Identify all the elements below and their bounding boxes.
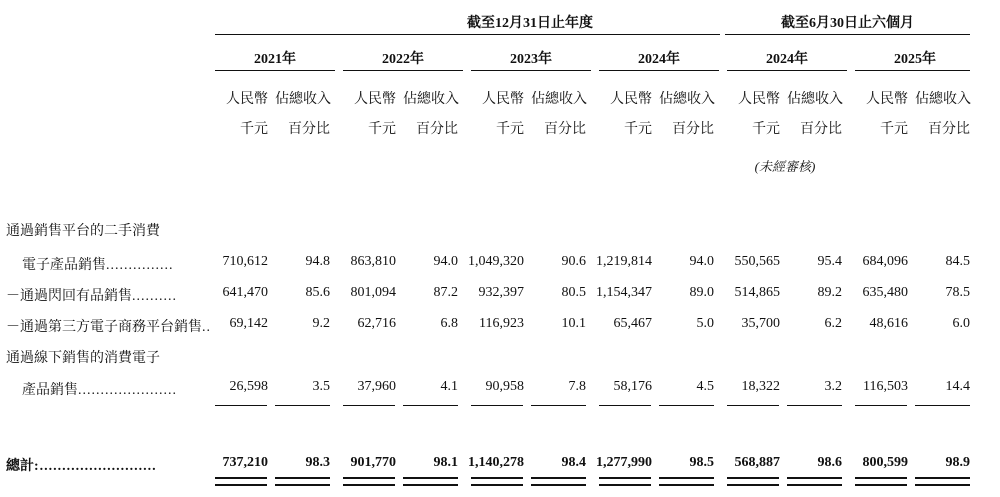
double-underline-top: [855, 477, 907, 479]
cell-percent: 6.0: [952, 316, 970, 331]
double-underline-bottom: [343, 484, 395, 486]
subtotal-rule: [343, 405, 395, 406]
double-underline-bottom: [727, 484, 779, 486]
total-rmb: 800,599: [862, 455, 908, 470]
cell-rmb: 710,612: [222, 254, 268, 269]
col-header-pct-unit: 百分比: [288, 122, 330, 137]
double-underline-top: [915, 477, 970, 479]
double-underline-bottom: [215, 484, 267, 486]
cell-percent: 7.8: [568, 379, 586, 394]
subtotal-rule: [275, 405, 330, 406]
col-header-rmb-unit: 千元: [368, 122, 396, 137]
double-underline-top: [471, 477, 523, 479]
subtotal-rule: [599, 405, 651, 406]
double-underline-bottom: [471, 484, 523, 486]
col-header-pct-unit: 百分比: [544, 122, 586, 137]
col-header-pct: 佔總收入: [531, 92, 587, 107]
cell-percent: 95.4: [817, 254, 842, 269]
double-underline-top: [787, 477, 842, 479]
cell-percent: 14.4: [945, 379, 970, 394]
cell-rmb: 37,960: [357, 379, 396, 394]
row1-label-line2: 電子產品銷售...............: [22, 258, 174, 273]
subtotal-rule: [659, 405, 714, 406]
cell-percent: 89.2: [817, 285, 842, 300]
cell-percent: 87.2: [433, 285, 458, 300]
year-header-2021: 2021年: [254, 52, 296, 67]
subtotal-rule: [787, 405, 842, 406]
col-header-rmb: 人民幣: [226, 92, 268, 107]
col-header-rmb: 人民幣: [738, 92, 780, 107]
cell-rmb: 58,176: [613, 379, 652, 394]
cell-rmb: 35,700: [741, 316, 780, 331]
cell-percent: 84.5: [945, 254, 970, 269]
col-header-rmb: 人民幣: [866, 92, 908, 107]
cell-rmb: 69,142: [229, 316, 268, 331]
cell-percent: 80.5: [561, 285, 586, 300]
fy-group-title: 截至12月31日止年度: [467, 16, 593, 31]
col-header-pct: 佔總收入: [275, 92, 331, 107]
col-header-rmb-unit: 千元: [624, 122, 652, 137]
year-rule: [343, 70, 463, 71]
total-percent: 98.1: [433, 455, 458, 470]
cell-rmb: 641,470: [222, 285, 268, 300]
cell-rmb: 550,565: [734, 254, 780, 269]
subtotal-rule: [915, 405, 970, 406]
col-header-pct-unit: 百分比: [928, 122, 970, 137]
cell-rmb: 90,958: [485, 379, 524, 394]
cell-percent: 94.0: [433, 254, 458, 269]
fy-group-rule: [215, 34, 720, 35]
row2-label: －通過閃回有品銷售..........: [6, 289, 177, 304]
cell-percent: 6.2: [824, 316, 842, 331]
cell-rmb: 863,810: [350, 254, 396, 269]
cell-percent: 85.6: [305, 285, 330, 300]
cell-percent: 94.0: [689, 254, 714, 269]
year-header-2024: 2024年: [638, 52, 680, 67]
cell-percent: 9.2: [312, 316, 330, 331]
cell-rmb: 932,397: [478, 285, 524, 300]
col-header-rmb-unit: 千元: [240, 122, 268, 137]
double-underline-top: [275, 477, 330, 479]
double-underline-bottom: [275, 484, 330, 486]
double-underline-top: [215, 477, 267, 479]
double-underline-top: [343, 477, 395, 479]
total-percent: 98.4: [561, 455, 586, 470]
cell-percent: 10.1: [561, 316, 586, 331]
col-header-pct: 佔總收入: [659, 92, 715, 107]
cell-rmb: 1,154,347: [596, 285, 652, 300]
cell-rmb: 62,716: [357, 316, 396, 331]
cell-rmb: 801,094: [350, 285, 396, 300]
col-header-pct-unit: 百分比: [416, 122, 458, 137]
cell-rmb: 48,616: [869, 316, 908, 331]
cell-percent: 5.0: [696, 316, 714, 331]
cell-percent: 4.1: [440, 379, 458, 394]
total-rmb: 737,210: [222, 455, 268, 470]
col-header-rmb-unit: 千元: [496, 122, 524, 137]
total-percent: 98.3: [305, 455, 330, 470]
year-header-2022: 2022年: [382, 52, 424, 67]
cell-rmb: 26,598: [229, 379, 268, 394]
total-rmb: 568,887: [734, 455, 780, 470]
cell-rmb: 18,322: [741, 379, 780, 394]
total-rmb: 1,140,278: [468, 455, 524, 470]
double-underline-bottom: [403, 484, 458, 486]
cell-percent: 6.8: [440, 316, 458, 331]
subtotal-rule: [471, 405, 523, 406]
cell-rmb: 65,467: [613, 316, 652, 331]
cell-rmb: 1,219,814: [596, 254, 652, 269]
col-header-pct: 佔總收入: [915, 92, 971, 107]
cell-rmb: 635,480: [862, 285, 908, 300]
col-header-pct-unit: 百分比: [672, 122, 714, 137]
cell-rmb: 116,503: [863, 379, 908, 394]
half-group-rule: [725, 34, 970, 35]
cell-percent: 4.5: [696, 379, 714, 394]
col-header-rmb-unit: 千元: [880, 122, 908, 137]
total-percent: 98.9: [945, 455, 970, 470]
double-underline-bottom: [787, 484, 842, 486]
year-rule: [727, 70, 847, 71]
year-rule: [599, 70, 719, 71]
col-header-rmb: 人民幣: [354, 92, 396, 107]
subtotal-rule: [727, 405, 779, 406]
col-header-pct-unit: 百分比: [800, 122, 842, 137]
half-group-title: 截至6月30日止六個月: [781, 16, 914, 31]
year-rule: [215, 70, 335, 71]
double-underline-top: [727, 477, 779, 479]
row4-label-line1: 通過線下銷售的消費電子: [6, 351, 160, 366]
row3-label: －通過第三方電子商務平台銷售..: [6, 320, 211, 335]
subtotal-rule: [531, 405, 586, 406]
total-rmb: 901,770: [350, 455, 396, 470]
cell-percent: 94.8: [305, 254, 330, 269]
col-header-rmb: 人民幣: [482, 92, 524, 107]
year-rule: [471, 70, 591, 71]
total-label: 總計:..........................: [6, 459, 157, 474]
total-rmb: 1,277,990: [596, 455, 652, 470]
col-header-pct: 佔總收入: [787, 92, 843, 107]
row1-label-line1: 通過銷售平台的二手消費: [6, 224, 160, 239]
subtotal-rule: [855, 405, 907, 406]
cell-rmb: 514,865: [734, 285, 780, 300]
double-underline-bottom: [599, 484, 651, 486]
year-rule: [855, 70, 970, 71]
double-underline-top: [403, 477, 458, 479]
cell-rmb: 116,923: [479, 316, 524, 331]
cell-rmb: 1,049,320: [468, 254, 524, 269]
cell-percent: 78.5: [945, 285, 970, 300]
cell-percent: 90.6: [561, 254, 586, 269]
row4-label-line2: 產品銷售......................: [22, 383, 177, 398]
year-header-2024-h1: 2024年: [766, 52, 808, 67]
cell-percent: 3.5: [312, 379, 330, 394]
col-header-pct: 佔總收入: [403, 92, 459, 107]
col-header-rmb-unit: 千元: [752, 122, 780, 137]
cell-percent: 3.2: [824, 379, 842, 394]
double-underline-top: [531, 477, 586, 479]
cell-rmb: 684,096: [862, 254, 908, 269]
total-percent: 98.5: [689, 455, 714, 470]
total-percent: 98.6: [817, 455, 842, 470]
col-header-rmb: 人民幣: [610, 92, 652, 107]
year-header-2023: 2023年: [510, 52, 552, 67]
subtotal-rule: [403, 405, 458, 406]
double-underline-bottom: [855, 484, 907, 486]
double-underline-top: [599, 477, 651, 479]
year-header-2025-h1: 2025年: [894, 52, 936, 67]
subtotal-rule: [215, 405, 267, 406]
cell-percent: 89.0: [689, 285, 714, 300]
double-underline-bottom: [531, 484, 586, 486]
double-underline-bottom: [915, 484, 970, 486]
double-underline-bottom: [659, 484, 714, 486]
unaudited-note: (未經審核): [754, 159, 816, 174]
double-underline-top: [659, 477, 714, 479]
